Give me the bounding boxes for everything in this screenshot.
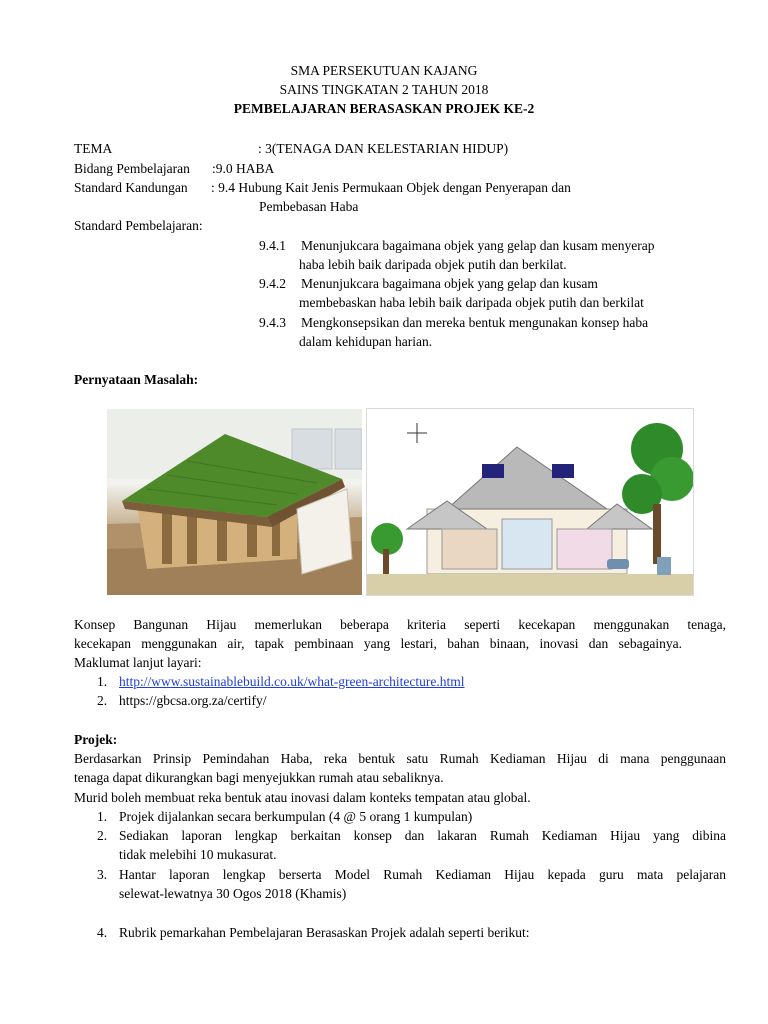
kandungan-value-2: Pembebasan Haba — [259, 199, 359, 214]
tema-label: TEMA — [74, 141, 113, 156]
info-intro: Maklumat lanjut layari: — [74, 655, 202, 670]
problem-paragraph-line: Konsep Bangunan Hijau memerlukan beberapa kriteria seperti kecekapan menggunakan tenaga, — [74, 617, 726, 632]
standard-num: 9.4.2 — [259, 276, 286, 291]
project-heading: Projek: — [74, 732, 118, 747]
list-number: 3. — [97, 867, 108, 882]
list-number: 2. — [97, 693, 108, 708]
project-item-text: selewat-lewatnya 30 Ogos 2018 (Khamis) — [119, 886, 347, 901]
pembelajaran-label: Standard Pembelajaran: — [74, 218, 203, 233]
standard-text: Mengkonsepsikan dan mereka bentuk mengunakan konsep haba — [301, 315, 649, 330]
standard-text: haba lebih baik daripada objek putih dan berkilat. — [299, 257, 567, 272]
green-house-diagram — [366, 408, 694, 596]
kandungan-label: Standard Kandungan — [74, 180, 188, 195]
gbcsa-url-text: https://gbcsa.org.za/certify/ — [119, 693, 267, 708]
list-number: 2. — [97, 828, 108, 843]
project-item-text: Rubrik pemarkahan Pembelajaran Berasaskan Projek adalah seperti berikut: — [119, 925, 530, 940]
project-paragraph-line: Murid boleh membuat reka bentuk atau inovasi dalam konteks tempatan atau global. — [74, 790, 531, 805]
problem-heading: Pernyataan Masalah: — [74, 372, 199, 387]
standard-num: 9.4.1 — [259, 238, 286, 253]
list-number: 1. — [97, 674, 108, 689]
document-title: PEMBELAJARAN BERASASKAN PROJEK KE-2 — [233, 101, 535, 116]
green-architecture-link[interactable]: http://www.sustainablebuild.co.uk/what-green-architecture.html — [119, 674, 465, 689]
class-year: SAINS TINGKATAN 2 TAHUN 2018 — [279, 82, 489, 97]
standard-text: Menunjukcara bagaimana objek yang gelap dan kusam — [301, 276, 598, 291]
project-paragraph-line: tenaga dapat dikurangkan bagi menyejukkan rumah atau sebaliknya. — [74, 770, 444, 785]
project-item-text: Hantar laporan lengkap berserta Model Rumah Kediaman Hijau kepada guru mata pelajaran — [119, 867, 726, 882]
kandungan-value-1: : 9.4 Hubung Kait Jenis Permukaan Objek dengan Penyerapan dan — [211, 180, 571, 195]
project-item-text: Sediakan laporan lengkap berkaitan konsep dan lakaran Rumah Kediaman Hijau yang dibina — [119, 828, 726, 843]
standard-text: Menunjukcara bagaimana objek yang gelap dan kusam menyerap — [301, 238, 655, 253]
project-item-text: Projek dijalankan secara berkumpulan (4 @ 5 orang 1 kumpulan) — [119, 809, 473, 824]
standard-text: membebaskan haba lebih baik daripada objek putih dan berkilat — [299, 295, 644, 310]
green-house-model-photo — [107, 409, 362, 595]
tema-value: : 3(TENAGA DAN KELESTARIAN HIDUP) — [258, 141, 509, 156]
bidang-label: Bidang Pembelajaran — [74, 161, 190, 176]
list-number: 4. — [97, 925, 108, 940]
project-paragraph-line: Berdasarkan Prinsip Pemindahan Haba, reka bentuk satu Rumah Kediaman Hijau di mana penggunaan — [74, 751, 726, 766]
project-item-text: tidak melebihi 10 mukasurat. — [119, 847, 277, 862]
list-number: 1. — [97, 809, 108, 824]
standard-text: dalam kehidupan harian. — [299, 334, 433, 349]
standard-num: 9.4.3 — [259, 315, 286, 330]
bidang-value: :9.0 HABA — [212, 161, 275, 176]
school-name: SMA PERSEKUTUAN KAJANG — [290, 63, 478, 78]
problem-paragraph-line: kecekapan menggunakan air, tapak pembinaan yang lestari, bahan binaan, inovasi dan sebagainya. — [74, 636, 682, 651]
